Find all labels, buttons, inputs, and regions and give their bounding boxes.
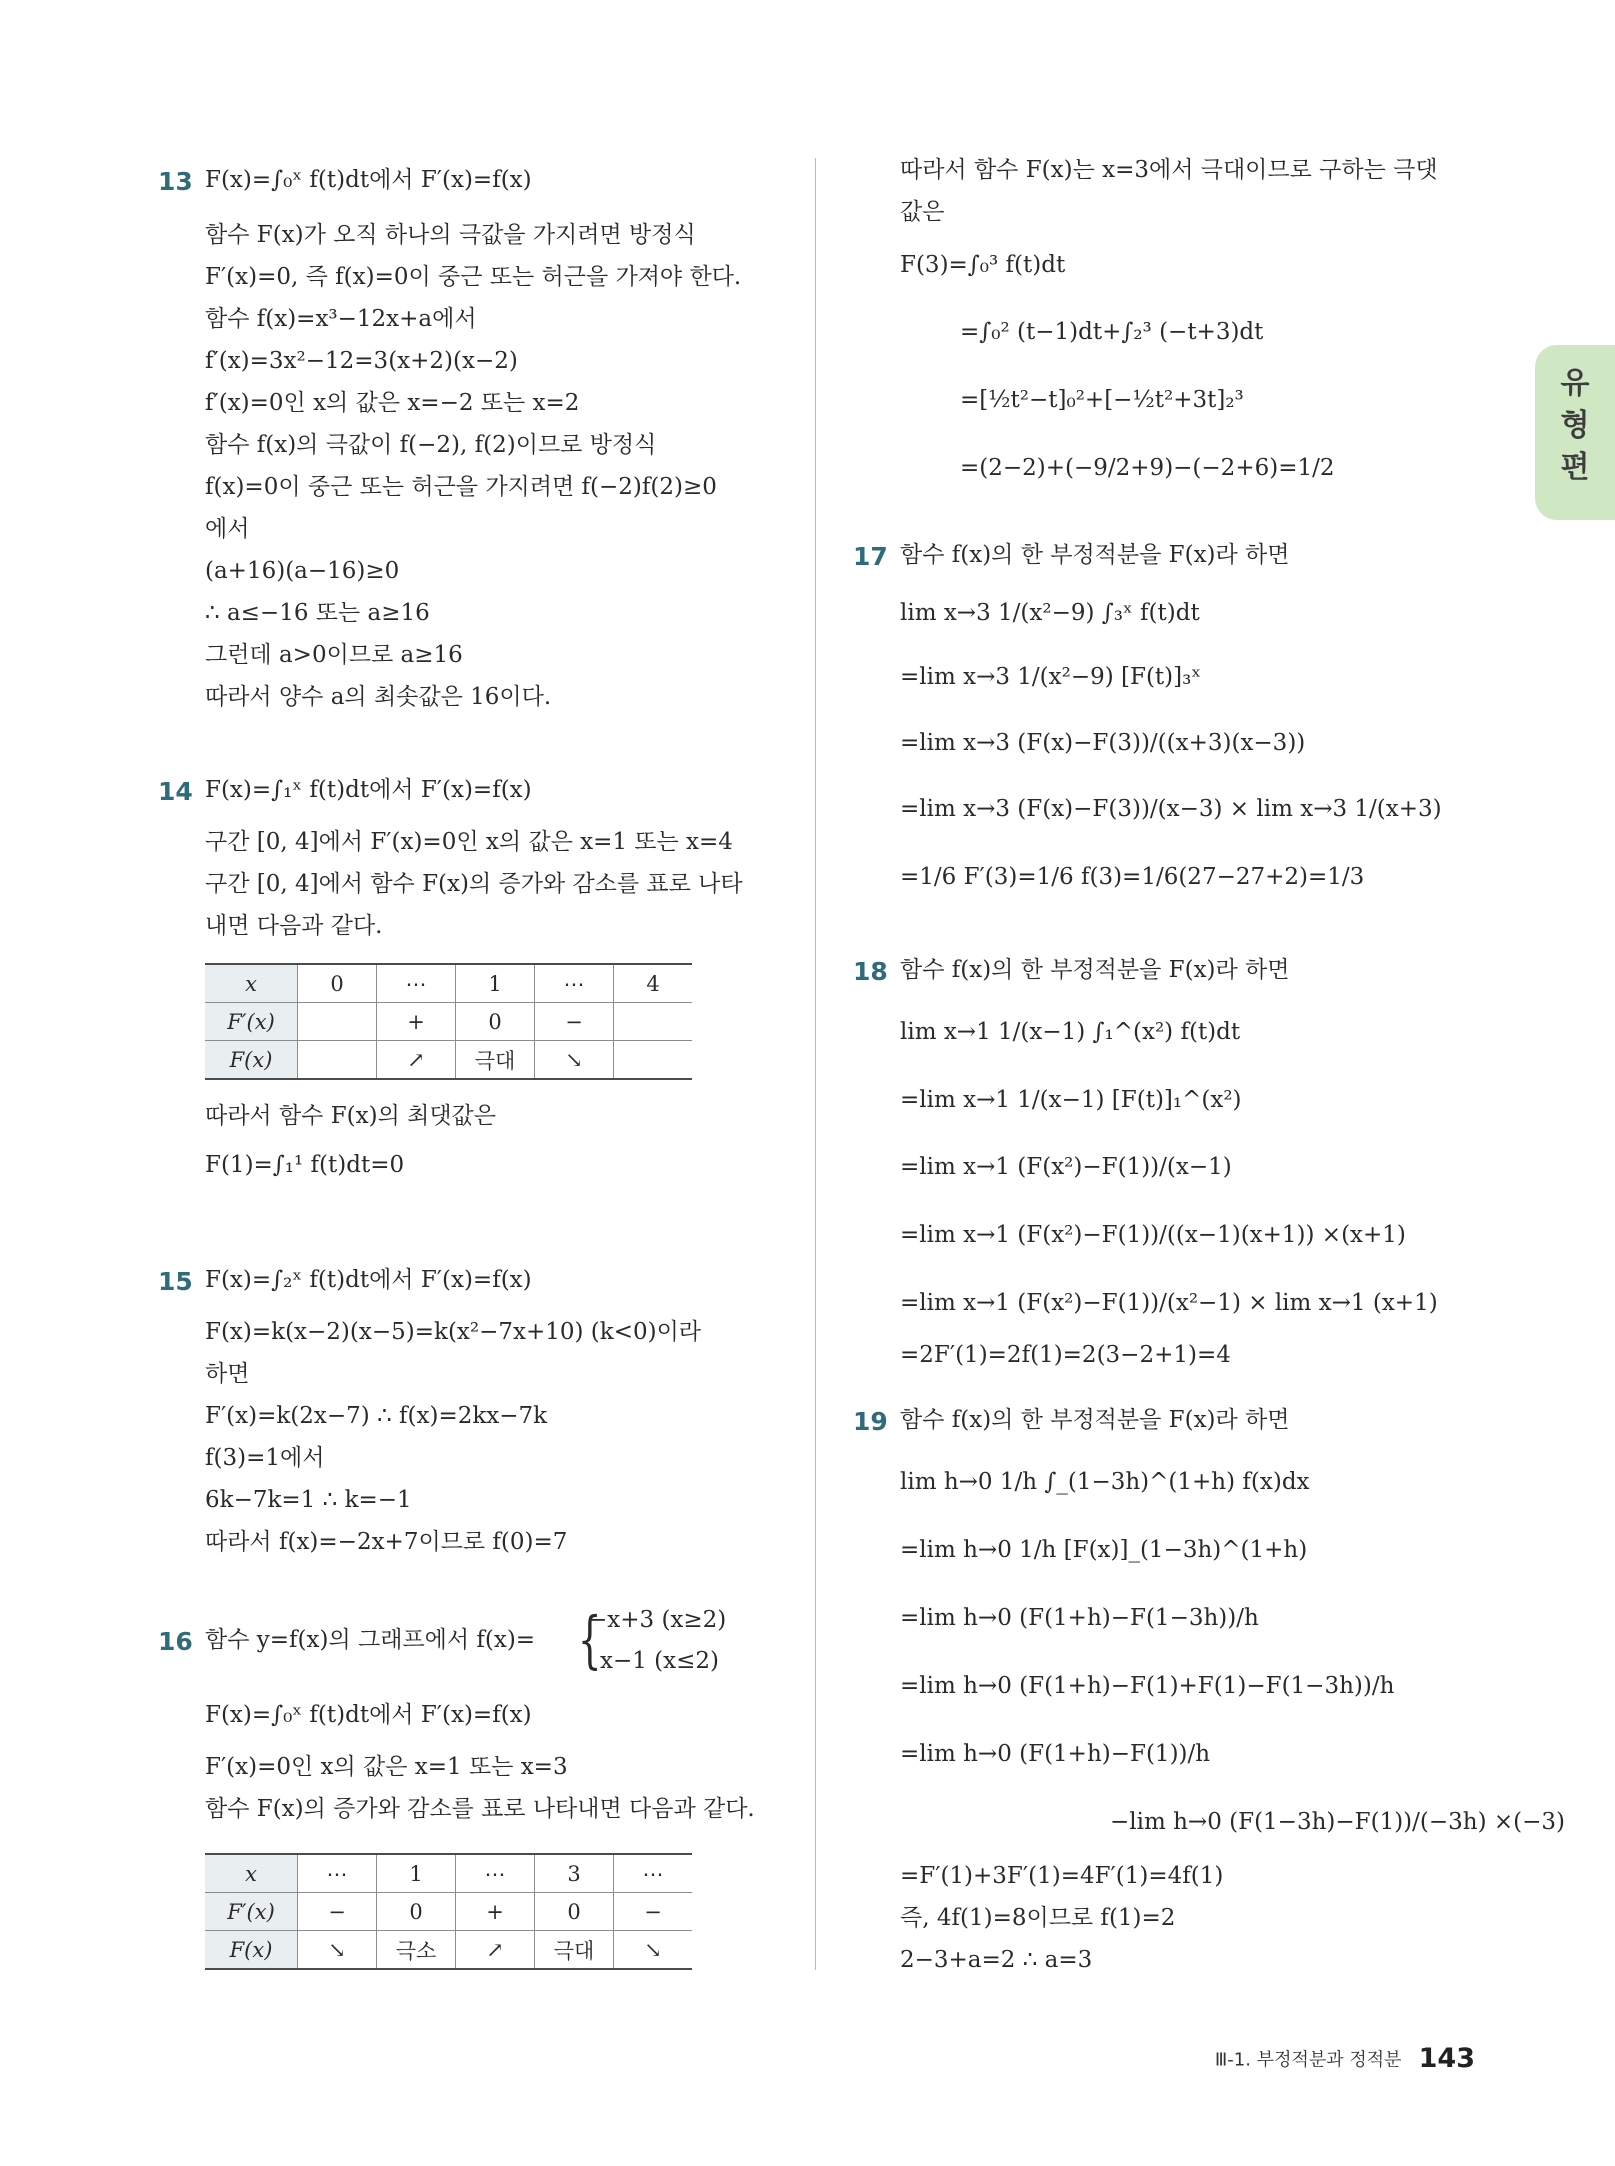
solution-line: 따라서 f(x)=−2x+7이므로 f(0)=7: [205, 1529, 568, 1555]
table-cell: 0: [298, 964, 377, 1003]
solution-line: =lim x→1 (F(x²)−F(1))/(x²−1) × lim x→1 (x+1): [900, 1290, 1438, 1316]
table-cell: [298, 1003, 377, 1041]
solution-line: (a+16)(a−16)≥0: [205, 558, 400, 584]
solution-line: 따라서 함수 F(x)는 x=3에서 극대이므로 구하는 극댓: [900, 157, 1438, 183]
solution-line: ∴ a≤−16 또는 a≥16: [205, 600, 430, 626]
piecewise-case: −x+3 (x≥2): [588, 1607, 727, 1633]
solution-line: 함수 f(x)=x³−12x+a에서: [205, 306, 477, 332]
table-cell: 0: [535, 1893, 614, 1931]
solution-line: =lim h→0 1/h [F(x)]_(1−3h)^(1+h): [900, 1537, 1308, 1563]
table-cell: ↘: [614, 1931, 693, 1970]
solution-line: lim h→0 1/h ∫_(1−3h)^(1+h) f(x)dx: [900, 1469, 1310, 1495]
table-header-cell: x: [205, 1854, 298, 1893]
table-row: [205, 1931, 692, 1970]
table-cell: ↘: [535, 1041, 614, 1080]
solution-line: 즉, 4f(1)=8이므로 f(1)=2: [900, 1905, 1176, 1931]
table-cell: ↘: [298, 1931, 377, 1970]
solution-line: 6k−7k=1 ∴ k=−1: [205, 1487, 412, 1513]
solution-line: =∫₀² (t−1)dt+∫₂³ (−t+3)dt: [960, 319, 1264, 345]
table-row: [205, 1003, 692, 1041]
solution-line: 함수 F(x)의 증가와 감소를 표로 나타내면 다음과 같다.: [205, 1796, 755, 1822]
chapter-title: Ⅲ-1. 부정적분과 정적분: [1214, 2049, 1402, 2071]
sign-table-16: [205, 1853, 692, 1970]
solution-line: =lim x→1 1/(x−1) [F(t)]₁^(x²): [900, 1087, 1242, 1113]
table-cell: ⋯: [377, 964, 456, 1003]
table-cell: +: [456, 1893, 535, 1931]
table-header-cell: F′(x): [205, 1003, 298, 1041]
table-cell: ↗: [377, 1041, 456, 1080]
solution-line: =2F′(1)=2f(1)=2(3−2+1)=4: [900, 1342, 1231, 1368]
solution-line: F(3)=∫₀³ f(t)dt: [900, 252, 1066, 278]
table-cell: ⋯: [535, 964, 614, 1003]
solution-line: 함수 f(x)의 한 부정적분을 F(x)라 하면: [900, 957, 1290, 983]
problem-number: 15: [158, 1267, 193, 1296]
solution-line: 따라서 함수 F(x)의 최댓값은: [205, 1103, 496, 1129]
solution-line: =lim x→1 (F(x²)−F(1))/(x−1): [900, 1154, 1232, 1180]
solution-line: =lim x→3 (F(x)−F(3))/(x−3) × lim x→3 1/(x+3): [900, 796, 1442, 822]
solution-line: lim x→3 1/(x²−9) ∫₃ˣ f(t)dt: [900, 600, 1200, 626]
solution-line: =(2−2)+(−9/2+9)−(−2+6)=1/2: [960, 455, 1335, 481]
solution-line: =F′(1)+3F′(1)=4F′(1)=4f(1): [900, 1863, 1224, 1889]
table-cell: 1: [377, 1854, 456, 1893]
solution-line: F′(x)=k(2x−7) ∴ f(x)=2kx−7k: [205, 1403, 548, 1429]
problem-number: 16: [158, 1627, 193, 1656]
table-header-cell: F(x): [205, 1041, 298, 1080]
table-header-cell: F′(x): [205, 1893, 298, 1931]
solution-line: =1/6 F′(3)=1/6 f(3)=1/6(27−27+2)=1/3: [900, 864, 1365, 890]
table-cell: 4: [614, 964, 693, 1003]
solution-line: F′(x)=0, 즉 f(x)=0이 중근 또는 허근을 가져야 한다.: [205, 264, 742, 290]
sign-table-14: [205, 963, 692, 1080]
solution-line: F(x)=∫₀ˣ f(t)dt에서 F′(x)=f(x): [205, 1702, 532, 1728]
solution-line: F(x)=k(x−2)(x−5)=k(x²−7x+10) (k<0)이라: [205, 1319, 702, 1345]
section-side-tab: [1535, 345, 1615, 520]
solution-line: f(3)=1에서: [205, 1445, 325, 1471]
page-number: 143: [1418, 2043, 1475, 2074]
problem-number: 13: [158, 167, 193, 196]
table-cell: −: [614, 1893, 693, 1931]
solution-line: =lim x→3 1/(x²−9) [F(t)]₃ˣ: [900, 664, 1202, 690]
table-cell: 극대: [456, 1041, 535, 1080]
solution-line: =[½t²−t]₀²+[−½t²+3t]₂³: [960, 387, 1244, 413]
table-cell: ⋯: [456, 1854, 535, 1893]
table-cell: [298, 1041, 377, 1080]
table-cell: −: [535, 1003, 614, 1041]
solution-line: F(x)=∫₁ˣ f(t)dt에서 F′(x)=f(x): [205, 777, 532, 803]
solution-line: 함수 F(x)가 오직 하나의 극값을 가지려면 방정식: [205, 222, 696, 248]
table-cell: 3: [535, 1854, 614, 1893]
solution-line: F′(x)=0인 x의 값은 x=1 또는 x=3: [205, 1754, 568, 1780]
problem-number: 14: [158, 777, 193, 806]
table-cell: 0: [377, 1893, 456, 1931]
solution-line: =lim x→1 (F(x²)−F(1))/((x−1)(x+1)) ×(x+1): [900, 1222, 1406, 1248]
problem-number: 18: [853, 957, 888, 986]
solution-line: 에서: [205, 516, 250, 542]
solution-line: 값은: [900, 199, 945, 225]
table-header-cell: F(x): [205, 1931, 298, 1970]
table-cell: ↗: [456, 1931, 535, 1970]
table-cell: [614, 1003, 693, 1041]
table-row: [205, 1893, 692, 1931]
solution-line: F(x)=∫₀ˣ f(t)dt에서 F′(x)=f(x): [205, 167, 532, 193]
solution-line: 함수 f(x)의 한 부정적분을 F(x)라 하면: [900, 542, 1290, 568]
problem-number: 19: [853, 1407, 888, 1436]
solution-line: 그런데 a>0이므로 a≥16: [205, 642, 463, 668]
table-cell: 0: [456, 1003, 535, 1041]
solution-line: 따라서 양수 a의 최솟값은 16이다.: [205, 684, 552, 710]
solution-line: 구간 [0, 4]에서 F′(x)=0인 x의 값은 x=1 또는 x=4: [205, 829, 733, 855]
solution-line: f(x)=0이 중근 또는 허근을 가지려면 f(−2)f(2)≥0: [205, 474, 717, 500]
solution-line: lim x→1 1/(x−1) ∫₁^(x²) f(t)dt: [900, 1019, 1241, 1045]
solution-line: =lim h→0 (F(1+h)−F(1−3h))/h: [900, 1605, 1259, 1631]
solution-line: 함수 y=f(x)의 그래프에서 f(x)=: [205, 1627, 536, 1653]
solution-line: 하면: [205, 1361, 250, 1387]
table-cell: ⋯: [298, 1854, 377, 1893]
table-cell: −: [298, 1893, 377, 1931]
solution-line: f′(x)=0인 x의 값은 x=−2 또는 x=2: [205, 390, 580, 416]
table-cell: ⋯: [614, 1854, 693, 1893]
table-cell: +: [377, 1003, 456, 1041]
table-cell: 극대: [535, 1931, 614, 1970]
solution-line: F(1)=∫₁¹ f(t)dt=0: [205, 1152, 405, 1178]
piecewise-case: x−1 (x≤2): [600, 1648, 720, 1674]
side-tab-label: 유 형 편: [1560, 366, 1590, 485]
page-footer: [1215, 2043, 1475, 2074]
solution-line: f′(x)=3x²−12=3(x+2)(x−2): [205, 348, 518, 374]
solution-line: =lim h→0 (F(1+h)−F(1))/h: [900, 1741, 1211, 1767]
solution-line: 함수 f(x)의 극값이 f(−2), f(2)이므로 방정식: [205, 432, 657, 458]
table-header-cell: x: [205, 964, 298, 1003]
solution-line: F(x)=∫₂ˣ f(t)dt에서 F′(x)=f(x): [205, 1267, 532, 1293]
problem-number: 17: [853, 542, 888, 571]
solution-line: 내면 다음과 같다.: [205, 913, 383, 939]
table-row: [205, 1041, 692, 1080]
solution-line: 2−3+a=2 ∴ a=3: [900, 1947, 1093, 1973]
table-row: [205, 1854, 692, 1893]
column-divider: [815, 158, 816, 1970]
table-row: [205, 964, 692, 1003]
solution-line: 함수 f(x)의 한 부정적분을 F(x)라 하면: [900, 1407, 1290, 1433]
solution-line: 구간 [0, 4]에서 함수 F(x)의 증가와 감소를 표로 나타: [205, 871, 743, 897]
table-cell: 1: [456, 964, 535, 1003]
solution-line: =lim h→0 (F(1+h)−F(1)+F(1)−F(1−3h))/h: [900, 1673, 1395, 1699]
solution-line: =lim x→3 (F(x)−F(3))/((x+3)(x−3)): [900, 730, 1306, 756]
solution-line: −lim h→0 (F(1−3h)−F(1))/(−3h) ×(−3): [1110, 1809, 1565, 1835]
table-cell: 극소: [377, 1931, 456, 1970]
piecewise-brace: {: [577, 1603, 602, 1676]
table-cell: [614, 1041, 693, 1080]
